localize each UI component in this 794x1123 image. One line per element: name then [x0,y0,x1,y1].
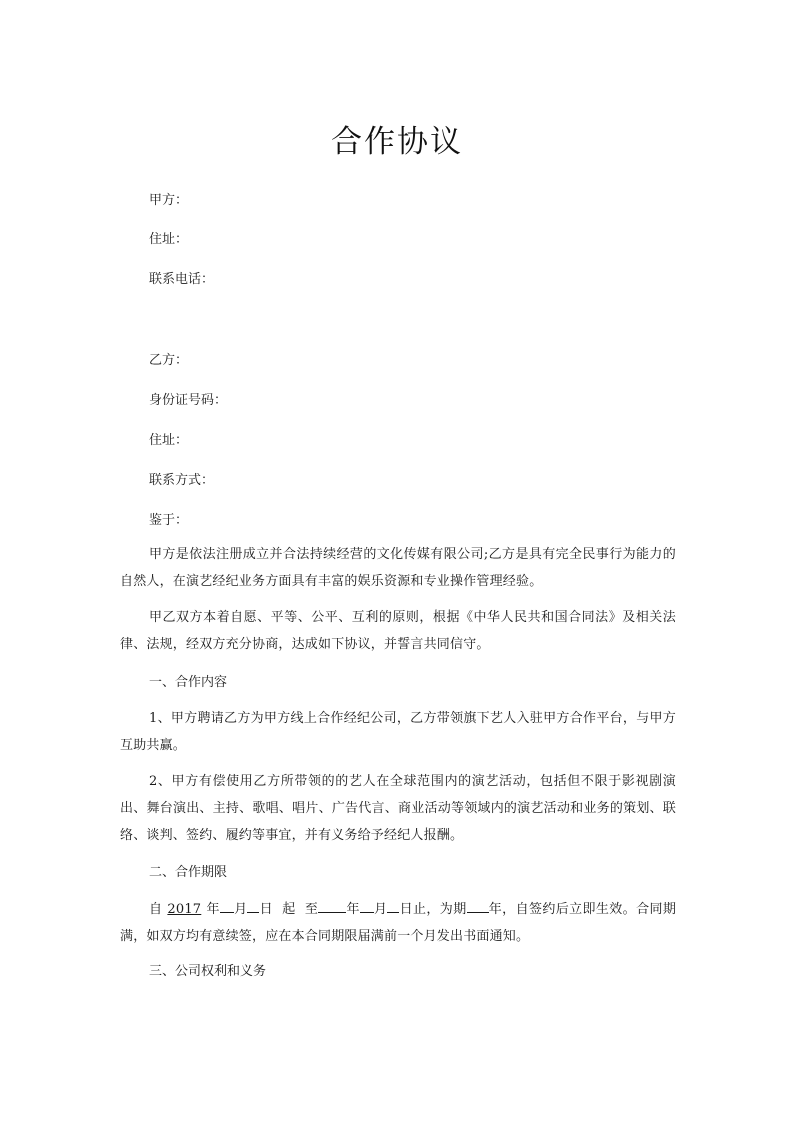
section2-term-paragraph [120,896,676,950]
paragraph-principles: 甲乙双方本着自愿、平等、公平、互利的原则，根据《中华人民共和国合同法》及相关法律、法规，经双方充分协商，达成如下协议，并誓言共同信守。 [120,610,676,652]
term-end-month-blank [360,899,374,913]
term-end-day-blank [387,899,399,913]
section2-heading: 二、合作期限 [149,865,228,880]
term-month-label: 月 [233,902,248,917]
paragraph-background: 甲方是依法注册成立并合法持续经营的文化传媒有限公司;乙方是具有完全民事行为能力的自然人，在演艺经纪业务方面具有丰富的娱乐资源和专业操作管理经验。 [120,547,676,589]
section1-item1: 1、甲方聘请乙方为甲方线上合作经纪公司，乙方带领旗下艺人入驻甲方合作平台，与甲方互助共赢。 [120,711,676,753]
party-b-name-label: 乙方： [149,353,189,368]
term-duration-blank [467,899,489,913]
party-b-id-label: 身份证号码： [149,393,228,408]
whereas-label: 鉴于： [149,513,189,528]
party-b-address-label: 住址： [149,433,189,448]
term-to-label: 至 [304,902,319,917]
term-start-day-blank [247,899,259,913]
term-end-year-blank [318,899,346,913]
section1-item2: 2、甲方有偿使用乙方所带领的的艺人在全球范围内的演艺活动，包括但不限于影视剧演出、舞台演出、主持、歌唱、唱片、广告代言、商业活动等领域内的演艺活动和业务的策划、联络、谈判、签约、履约等事宜，并有义务给予经纪人报酬。 [120,774,676,843]
term-from-label: 起 [282,902,296,917]
party-a-name-label: 甲方： [149,193,189,208]
term-year-label: 年 [206,902,220,917]
party-a-phone-label: 联系电话： [149,272,215,287]
term-renewal-text: 满，如双方均有意续签，应在本合同期限届满前一个月发出书面通知。 [120,929,530,944]
document-title: 合作协议 [331,124,463,160]
section1-heading: 一、合作内容 [149,675,228,690]
party-b-contact-label: 联系方式： [149,473,215,488]
term-day-label: 日 [259,902,274,917]
section3-heading: 三、公司权利和义务 [149,964,267,979]
term-end-year-label: 年 [346,902,360,917]
term-prefix: 自 [149,902,163,917]
term-end-month-label: 月 [373,902,388,917]
term-effective-text: 年，自签约后立即生效。合同期 [488,902,677,917]
term-start-month-blank [220,899,234,913]
party-a-address-label: 住址： [149,232,189,247]
term-until-label: 日止，为期 [399,902,467,917]
term-start-year: 2017 [167,902,202,917]
